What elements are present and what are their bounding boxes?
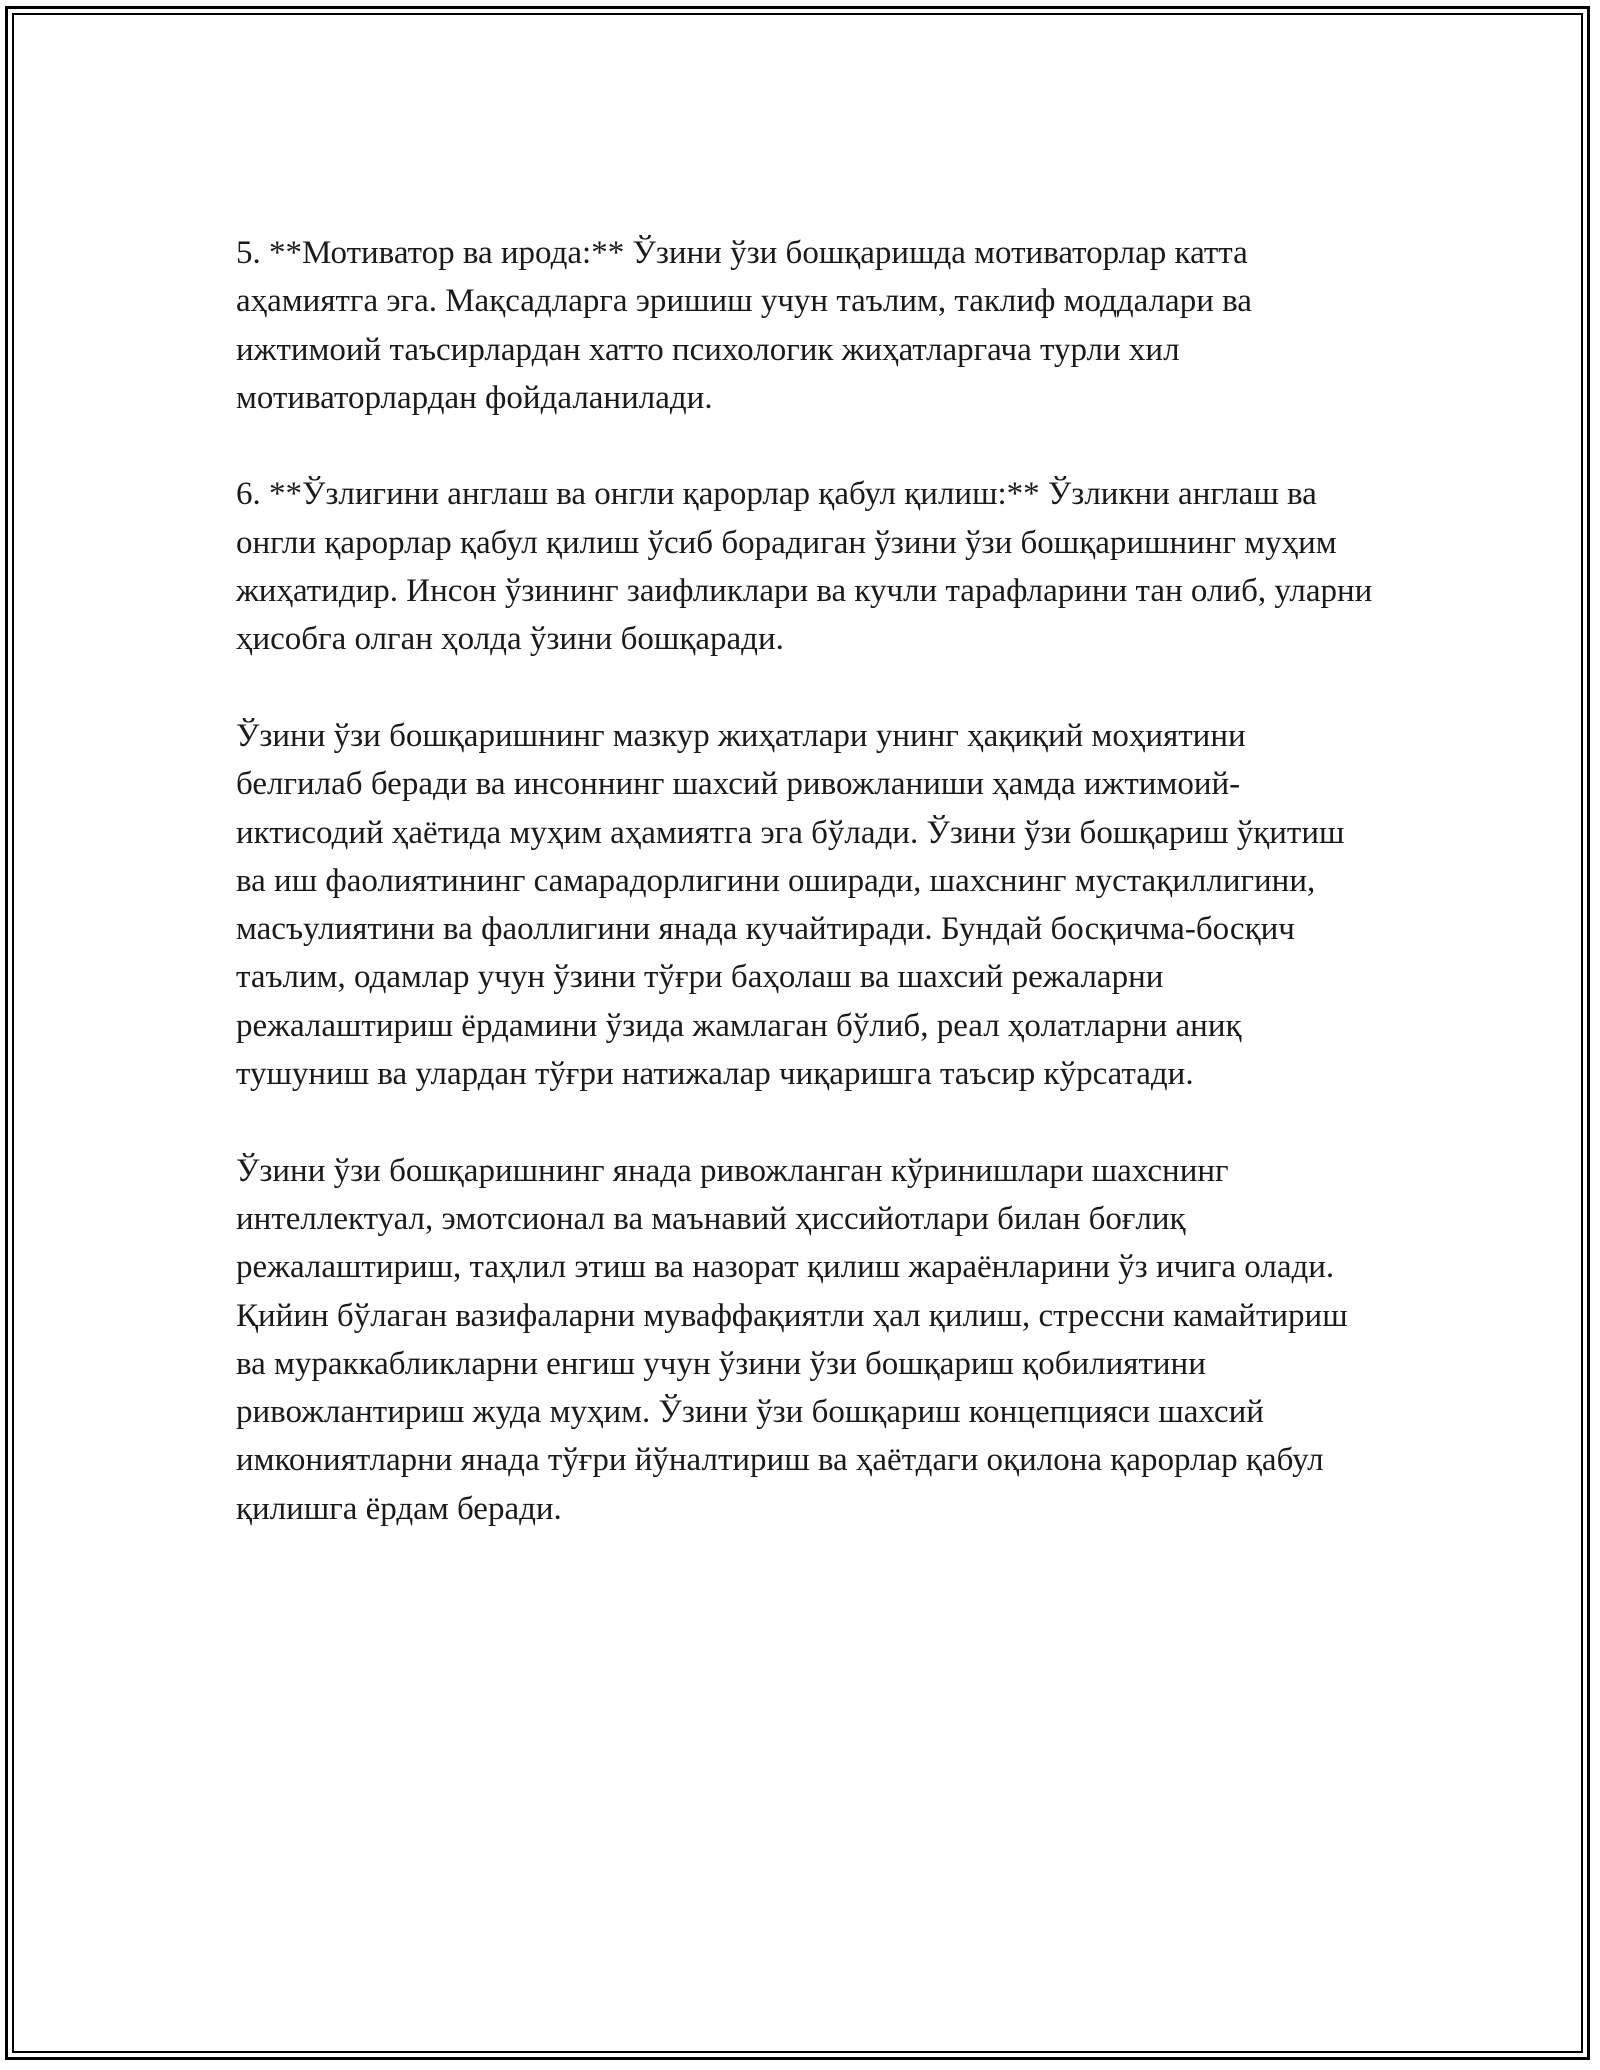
paragraph-essence: Ўзини ўзи бошқаришнинг мазкур жиҳатлари унинг ҳақиқий моҳиятини белгилаб беради ва инсоннинг шахсий ривожланиши ҳамда ижтимоий-иктисодий ҳаётида муҳим аҳамиятга эга бўлади. Ўзини ўзи бошқариш ўқитиш ва иш фаолиятининг самарадорлигини оширади, шахснинг мустақиллигини, масъулиятини ва фаоллигини янада кучайтиради. Бундай босқичма-босқич таълим, одамлар учун ўзини тўғри баҳолаш ва шахсий режаларни режалаштириш ёрдамини ўзида жамлаган бўлиб, реал ҳолатларни аниқ тушуниш ва улардан тўғри натижалар чиқаришга таъсир кўрсатади. xyxy=(236,717,1345,1093)
paragraph-advanced-forms: Ўзини ўзи бошқаришнинг янада ривожланган кўринишлари шахснинг интеллектуал, эмотсионал ва маънавий ҳиссийотлари билан боғлиқ режалаштириш, таҳлил этиш ва назорат қилиш жараёнларини ўз ичига олади. Қийин бўлаган вазифаларни муваффақиятли ҳал қилиш, стрессни камайтириш ва мураккабликларни енгиш учун ўзини ўзи бошқариш қобилиятини ривожлантириш жуда муҳим. Ўзини ўзи бошқариш концепцияси шахсий имкониятларни янада тўғри йўналтириш ва ҳаётдаги оқилона қарорлар қабул қилишга ёрдам беради. xyxy=(236,1152,1348,1527)
document-body xyxy=(236,229,1376,1533)
paragraph-self-awareness: 6. **Ўзлигини англаш ва онгли қарорлар қабул қилиш:** Ўзликни англаш ва онгли қарорлар қабул қилиш ўсиб борадиган ўзини ўзи бошқаришнинг муҳим жиҳатидир. Инсон ўзининг заифликлари ва кучли тарафларини тан олиб, уларни ҳисобга олган ҳолда ўзини бошқаради. xyxy=(236,476,1373,658)
paragraph-motivator: 5. **Мотиватор ва ирода:** Ўзини ўзи бошқаришда мотиваторлар катта аҳамиятга эга. Мақсадларга эришиш учун таълим, таклиф моддалари ва ижтимоий таъсирлардан хатто психологик жиҳатларгача турли хил мотиваторлардан фойдаланилади. xyxy=(236,235,1252,416)
